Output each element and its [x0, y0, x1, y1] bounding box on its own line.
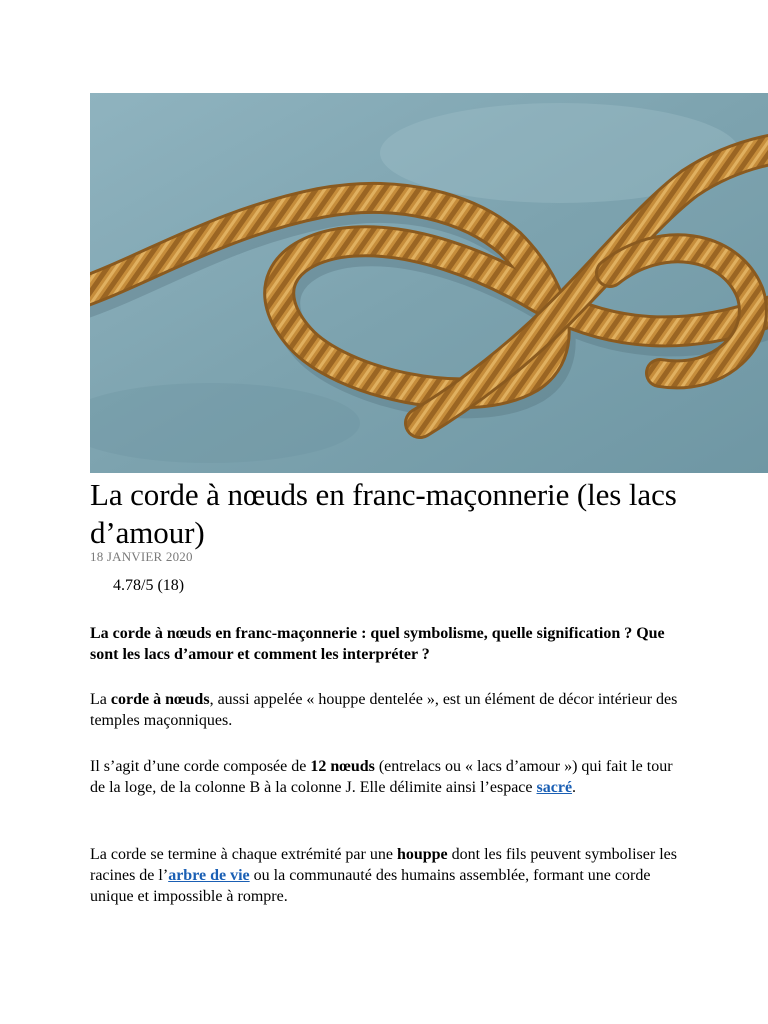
- article-title: La corde à nœuds en franc-maçonnerie (les lacs d’amour): [90, 477, 677, 550]
- paragraph-1-text-b: , aussi appelée « houppe dentelée », est un élément de décor intérieur des temples maçonniques.: [90, 691, 678, 729]
- rope-photo: [90, 93, 768, 473]
- hero-image-rope-knot: [90, 93, 768, 473]
- paragraph-3-text-a: La corde se termine à chaque extrémité par une: [90, 846, 397, 863]
- paragraph-3-bold: houppe: [396, 846, 448, 863]
- paragraph-2-text-c: .: [572, 779, 577, 796]
- paragraph-1-bold: corde à nœuds: [110, 691, 210, 708]
- link-arbre-de-vie[interactable]: arbre de vie: [168, 867, 250, 884]
- rating-score: 4.78/5 (18): [113, 577, 185, 594]
- paragraph-2-text-b: (entrelacs ou « lacs d’amour ») qui fait le tour de la loge, de la colonne B à la colonne J. Elle délimite ainsi l’espace: [90, 758, 673, 796]
- paragraph-2-text-a: Il s’agit d’une corde composée de: [90, 758, 311, 775]
- paragraph-2-bold: 12 nœuds: [310, 758, 375, 775]
- article-date: 18 JANVIER 2020: [90, 549, 193, 564]
- paragraph-1: [90, 689, 690, 731]
- paragraph-3: [90, 844, 690, 907]
- paragraph-3-text-c: ou la communauté des humains assemblée, formant une corde unique et impossible à rompre.: [90, 867, 651, 905]
- link-sacre[interactable]: sacré: [536, 779, 573, 796]
- paragraph-3-text-b: dont les fils peuvent symboliser les racines de l’: [90, 846, 677, 884]
- article-lead: La corde à nœuds en franc-maçonnerie : quel symbolisme, quelle signification ? Que sont les lacs d’amour et comment les interpréter ?: [90, 625, 665, 663]
- paragraph-2: [90, 756, 690, 798]
- paragraph-1-text-a: La: [90, 691, 111, 708]
